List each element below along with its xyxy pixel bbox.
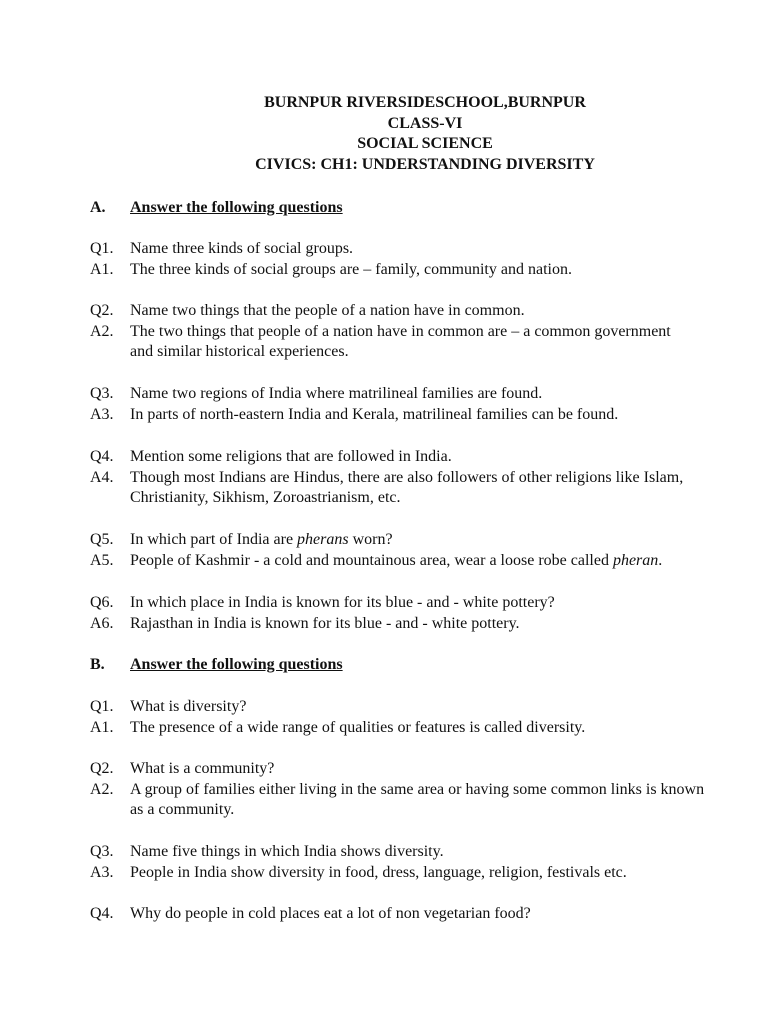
question-row bbox=[90, 593, 730, 614]
question-row bbox=[90, 842, 730, 863]
section-title: Answer the following questions bbox=[130, 656, 343, 673]
question-text: What is a community? bbox=[130, 760, 275, 777]
answer-row bbox=[90, 551, 730, 572]
question-text: Why do people in cold places eat a lot of non vegetarian food? bbox=[130, 905, 531, 922]
answer-label: A4. bbox=[90, 468, 114, 486]
question-row bbox=[90, 301, 730, 322]
qa-item bbox=[90, 697, 730, 738]
section-b-heading bbox=[90, 655, 343, 675]
qa-item bbox=[90, 384, 730, 425]
qa-item bbox=[90, 842, 730, 883]
qa-item bbox=[90, 447, 730, 509]
question-text: Mention some religions that are followed in India. bbox=[130, 448, 452, 465]
answer-row bbox=[90, 718, 730, 739]
section-a-heading bbox=[90, 198, 343, 218]
question-text: In which place in India is known for its blue - and - white pottery? bbox=[130, 594, 555, 611]
emphasized-term: pheran bbox=[612, 551, 659, 569]
answer-label: A6. bbox=[90, 614, 114, 632]
answer-label: A5. bbox=[90, 551, 114, 569]
answer-text: In parts of north-eastern India and Kerala, matrilineal families can be found. bbox=[130, 405, 619, 423]
qa-item bbox=[90, 759, 730, 821]
answer-label: A3. bbox=[90, 863, 114, 881]
answer-row bbox=[90, 780, 730, 821]
answer-label: A2. bbox=[90, 322, 114, 340]
section-title: Answer the following questions bbox=[130, 199, 343, 216]
answer-label: A1. bbox=[90, 260, 114, 278]
answer-text: People in India show diversity in food, dress, language, religion, festivals etc. bbox=[130, 863, 627, 881]
answer-text: The presence of a wide range of qualities or features is called diversity. bbox=[130, 718, 586, 736]
question-label: Q6. bbox=[90, 594, 114, 611]
answer-row bbox=[90, 322, 730, 363]
answer-text: The two things that people of a nation have in common are – a common government and similar historical experiences. bbox=[130, 322, 671, 361]
answer-label: A1. bbox=[90, 718, 114, 736]
question-row bbox=[90, 697, 730, 718]
question-row bbox=[90, 530, 730, 551]
document-header bbox=[0, 93, 768, 176]
answer-label: A2. bbox=[90, 780, 114, 798]
question-row bbox=[90, 384, 730, 405]
question-label: Q5. bbox=[90, 531, 114, 548]
question-text: Name five things in which India shows diversity. bbox=[130, 843, 444, 860]
qa-item bbox=[90, 593, 730, 634]
qa-item bbox=[90, 301, 730, 363]
question-row bbox=[90, 759, 730, 780]
answer-row bbox=[90, 405, 730, 426]
question-text: In which part of India are pherans worn? bbox=[130, 531, 393, 548]
question-label: Q1. bbox=[90, 240, 114, 257]
answer-text: The three kinds of social groups are – family, community and nation. bbox=[130, 260, 572, 278]
question-text: Name three kinds of social groups. bbox=[130, 240, 354, 257]
question-row bbox=[90, 447, 730, 468]
chapter-title: CIVICS: CH1: UNDERSTANDING DIVERSITY bbox=[255, 156, 595, 174]
question-label: Q1. bbox=[90, 698, 114, 715]
answer-text: A group of families either living in the same area or having some common links is known as a community. bbox=[130, 780, 705, 819]
answer-row bbox=[90, 260, 730, 281]
question-label: Q4. bbox=[90, 448, 114, 465]
answer-text: People of Kashmir - a cold and mountainous area, wear a loose robe called pheran. bbox=[130, 551, 663, 569]
qa-item bbox=[90, 239, 730, 280]
answer-label: A3. bbox=[90, 405, 114, 423]
subject-name: SOCIAL SCIENCE bbox=[357, 135, 493, 153]
question-label: Q2. bbox=[90, 302, 114, 319]
answer-row bbox=[90, 863, 730, 884]
question-label: Q2. bbox=[90, 760, 114, 777]
question-label: Q4. bbox=[90, 905, 114, 922]
question-row bbox=[90, 904, 730, 925]
section-letter: A. bbox=[90, 199, 106, 216]
answer-row bbox=[90, 614, 730, 635]
qa-item bbox=[90, 904, 730, 925]
question-text: Name two regions of India where matrilineal families are found. bbox=[130, 385, 543, 402]
question-text: What is diversity? bbox=[130, 698, 247, 715]
answer-text: Rajasthan in India is known for its blue - and - white pottery. bbox=[130, 614, 520, 632]
section-letter: B. bbox=[90, 656, 105, 673]
school-name: BURNPUR RIVERSIDESCHOOL,BURNPUR bbox=[264, 94, 586, 111]
question-text: Name two things that the people of a nation have in common. bbox=[130, 302, 525, 319]
question-label: Q3. bbox=[90, 385, 114, 402]
emphasized-term: pherans bbox=[297, 531, 349, 548]
class-name: CLASS-VI bbox=[387, 114, 463, 132]
question-label: Q3. bbox=[90, 843, 114, 860]
answer-text: Though most Indians are Hindus, there are also followers of other religions like Islam, Christianity, Sikhism, Zoroastrianism, etc. bbox=[130, 468, 684, 507]
question-row bbox=[90, 239, 730, 260]
answer-row bbox=[90, 468, 730, 509]
qa-item bbox=[90, 530, 730, 571]
